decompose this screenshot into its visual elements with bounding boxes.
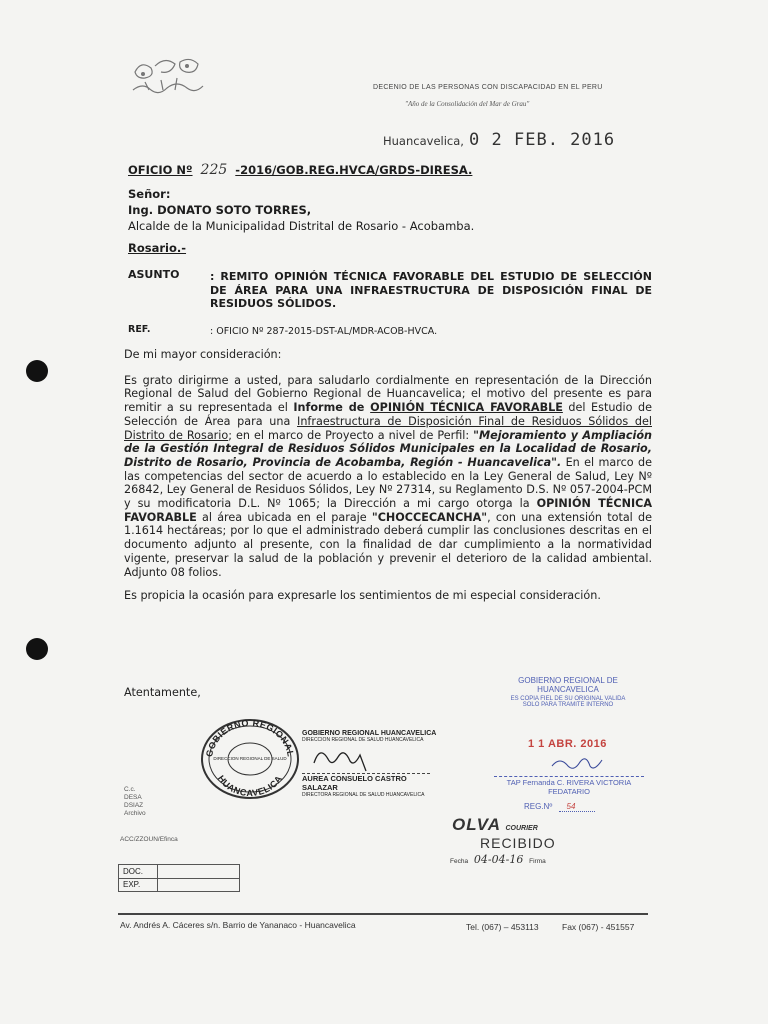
courier-stamp bbox=[452, 815, 556, 851]
seal-center-text: DIRECCION REGIONAL DE SALUD bbox=[213, 756, 287, 761]
punch-hole-bottom bbox=[26, 638, 48, 660]
cert-reg-number: 54 bbox=[559, 802, 596, 812]
copies-list bbox=[124, 786, 146, 818]
ref-label: REF. bbox=[128, 324, 151, 335]
svg-text:HUANCAVELICA bbox=[216, 774, 284, 798]
copies-desa: DESA bbox=[124, 794, 142, 801]
oficio-suffix: -2016/GOB.REG.HVCA/GRDS-DIRESA. bbox=[235, 163, 473, 177]
recipient-name: Ing. DONATO SOTO TORRES, bbox=[128, 203, 312, 217]
doc-label: DOC. bbox=[119, 865, 158, 878]
signature-org: GOBIERNO REGIONAL HUANCAVELICA bbox=[302, 730, 437, 737]
courier-fecha: 04-04-16 bbox=[473, 853, 524, 866]
cert-reg bbox=[524, 802, 595, 811]
courier-sub: COURIER bbox=[505, 825, 538, 832]
recipient-role: Alcalde de la Municipalidad Distrital de Rosario - Acobamba. bbox=[128, 219, 475, 233]
footer-address: Av. Andrés A. Cáceres s/n. Barrio de Yananaco - Huancavelica bbox=[120, 920, 356, 930]
fedatario-signature bbox=[550, 752, 610, 774]
signature-dept: DIRECCION REGIONAL DE SALUD HUANCAVELICA bbox=[302, 737, 424, 743]
signatory-name: AUREA CONSUELO CASTRO SALAZAR bbox=[302, 774, 407, 792]
reference-code: ACC/ZZOUN/Efinca bbox=[120, 836, 178, 843]
recipient-block bbox=[128, 186, 548, 256]
oficio-number: 225 bbox=[200, 162, 228, 178]
asunto-label: ASUNTO bbox=[128, 268, 180, 281]
handwritten-signature bbox=[302, 743, 422, 773]
oficio-number-line bbox=[128, 162, 472, 178]
copies-cc: C.c. bbox=[124, 786, 136, 793]
salutation: Señor: bbox=[128, 187, 171, 201]
letter-body bbox=[124, 348, 652, 613]
signatory-title: DIRECTORA REGIONAL DE SALUD HUANCAVELICA bbox=[302, 792, 425, 798]
body-paragraph-2: Es propicia la ocasión para expresarle los sentimientos de mi especial consideración. bbox=[124, 589, 601, 603]
date-stamp: 0 2 FEB. 2016 bbox=[469, 130, 616, 150]
cert-date: 1 1 ABR. 2016 bbox=[528, 738, 607, 750]
footer-fax: Fax (067) - 451557 bbox=[562, 922, 635, 932]
courier-firma-label: Firma bbox=[529, 858, 546, 865]
footer-rule bbox=[118, 913, 648, 915]
decenio-heading: DECENIO DE LAS PERSONAS CON DISCAPACIDAD EN EL PERU bbox=[373, 84, 603, 91]
courier-status: RECIBIDO bbox=[480, 835, 556, 851]
asunto-text: : REMITO OPINIÓN TÉCNICA FAVORABLE DEL ESTUDIO DE SELECCIÓN DE ÁREA PARA UNA INFRAESTRUCTURA DE DISPOSICIÓN FINAL DE RESIDUOS SÓLIDOS. bbox=[210, 270, 652, 310]
official-round-seal bbox=[198, 716, 302, 802]
closing: Atentamente, bbox=[124, 686, 201, 699]
footer-tel: Tel. (067) – 453113 bbox=[466, 922, 539, 932]
cert-org: GOBIERNO REGIONAL DE HUANCAVELICA bbox=[518, 676, 618, 694]
doc-exp-box bbox=[118, 864, 240, 892]
body-paragraph-1: Es grato dirigirme a usted, para saludarlo cordialmente en representación de la Dirección Regional de Salud del Gobierno Regional de Huancavelica; el motivo del presente es para remitir a su representada el Informe de OPINIÓN TÉCNICA FAVORABLE del Estudio de Selección de Área para una Infraestructura de Disposición Final de Residuos Sólidos del Distrito de Rosario; en el marco de Proyecto a nivel de Perfil: "Mejoramiento y Ampliación de la Gestión Integral de Residuos Sólidos Municipales en la Localidad de Rosario, Distrito de Rosario, Provincia de Acobamba, Región - Huancavelica". En el marco de las competencias del sector de acuerdo a lo establecido en la Ley General de Salud, Ley Nº 26842, Ley General de Residuos Sólidos, Ley Nº 27314, su Reglamento D.S. Nº 057-2004-PCM y su modificatoria D.L. Nº 1065; la Dirección a mi cargo otorga la OPINIÓN TÉCNICA FAVORABLE al área ubicada en el paraje "CHOCCECANCHA", con una extensión total de 1.1614 hectáreas; por lo que el administrado deberá cumplir las conclusiones descritas en el documento adjunto al presente, con la finalidad de dar cumplimiento a la normatividad vigente, preservar la salud de la población y prevenir el deterioro de la calidad ambiental. Adjunto 08 folios. bbox=[124, 373, 653, 579]
cert-name: TAP Fernanda C. RIVERA VICTORIA bbox=[506, 778, 632, 787]
courier-date-line bbox=[450, 853, 546, 866]
copies-disa: DSIAZ bbox=[124, 802, 144, 809]
exp-label: EXP. bbox=[119, 879, 158, 891]
copies-archivo: Archivo bbox=[124, 810, 146, 817]
greeting: De mi mayor consideración: bbox=[124, 348, 282, 361]
oficio-label: OFICIO Nº bbox=[128, 163, 193, 177]
cert-line2: SOLO PARA TRAMITE INTERNO bbox=[522, 702, 614, 708]
cert-reg-label: REG.Nº bbox=[524, 802, 553, 811]
courier-brand: OLVA bbox=[452, 815, 502, 834]
recipient-place: Rosario.- bbox=[128, 241, 187, 255]
year-motto: "Año de la Consolidación del Mar de Grau" bbox=[405, 100, 530, 108]
date-line bbox=[383, 130, 615, 150]
ref-text: : OFICIO Nº 287-2015-DST-AL/MDR-ACOB-HVCA. bbox=[210, 326, 438, 337]
cert-title: FEDATARIO bbox=[548, 787, 590, 796]
cert-signer bbox=[494, 776, 644, 796]
courier-fecha-label: Fecha bbox=[450, 858, 469, 865]
regional-logo bbox=[125, 52, 220, 107]
certification-stamp bbox=[488, 676, 648, 708]
cert-line1: ES COPIA FIEL DE SU ORIGINAL VALIDA bbox=[510, 696, 626, 702]
date-city: Huancavelica, bbox=[383, 134, 464, 148]
signature-block bbox=[302, 730, 442, 798]
seal-top-text: GOBIERNO REGIONAL bbox=[204, 717, 296, 758]
seal-bottom-text: HUANCAVELICA bbox=[215, 773, 285, 799]
punch-hole-top bbox=[26, 360, 48, 382]
